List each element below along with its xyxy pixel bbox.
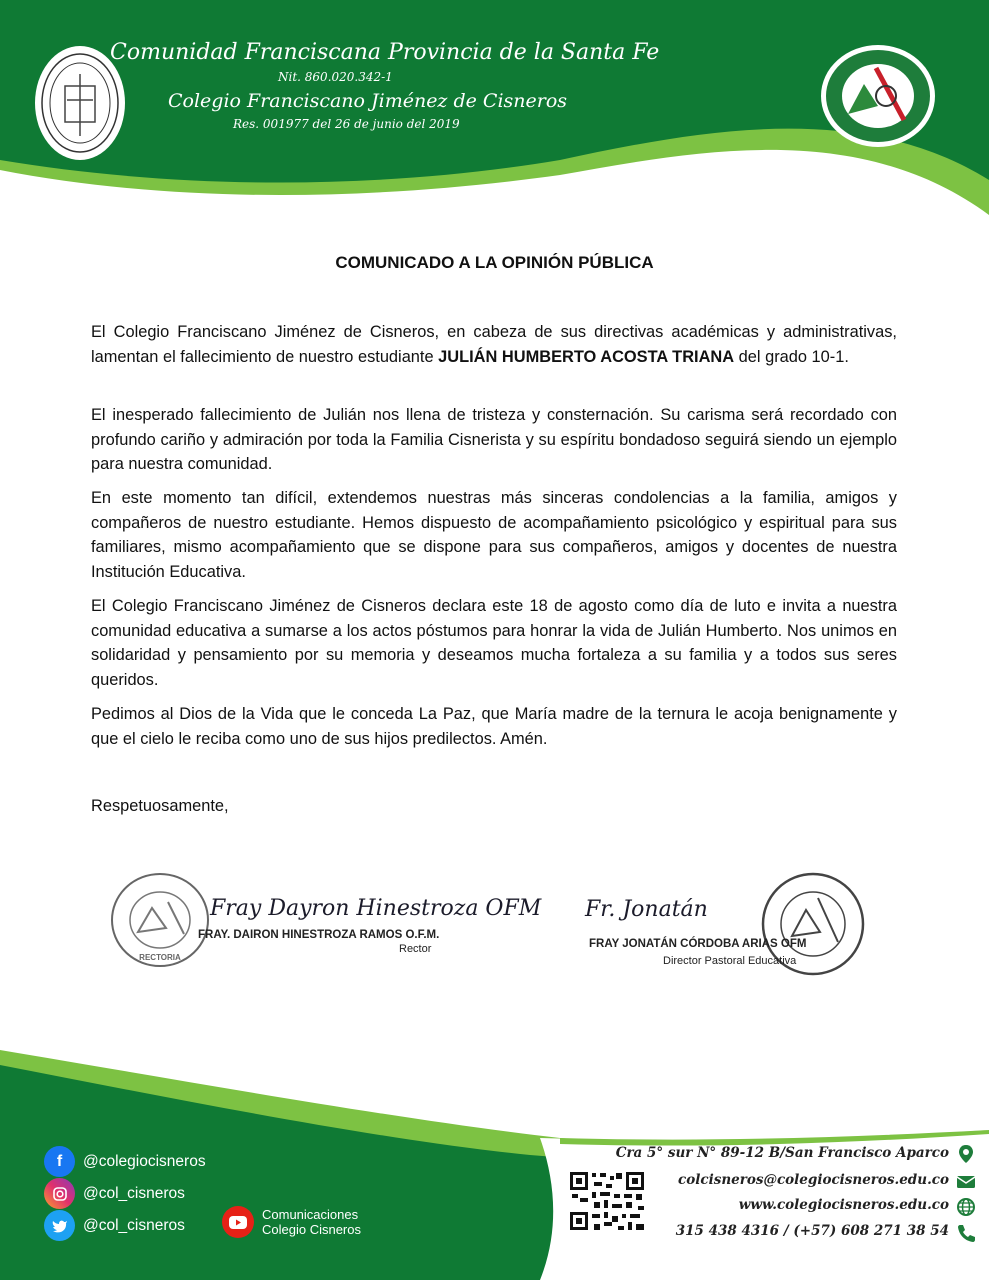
school-seal-logo	[820, 44, 936, 148]
pastoral-director-name: FRAY JONATÁN CÓRDOBA ARIAS OFM	[589, 938, 807, 950]
instagram-icon	[44, 1178, 75, 1209]
qr-code[interactable]	[568, 1170, 646, 1232]
school-name: Colegio Franciscano Jiménez de Cisneros	[168, 90, 568, 112]
location-pin-icon	[955, 1143, 977, 1165]
website-link[interactable]: www.colegiocisneros.edu.co	[738, 1197, 949, 1213]
franciscan-seal-logo	[33, 44, 127, 162]
youtube-line-2: Colegio Cisneros	[262, 1222, 361, 1237]
closing-salutation: Respetuosamente,	[91, 797, 229, 815]
social-twitter[interactable]	[44, 1210, 185, 1241]
student-name: JULIÁN HUMBERTO ACOSTA TRIANA	[438, 347, 735, 366]
phone-icon	[955, 1222, 977, 1244]
paragraph-1-text-a: El Colegio Franciscano Jiménez de Cisneros, en cabeza de sus directivas académicas y administrativas, lamentan el fallecimiento de nuestro estudiante	[91, 323, 897, 366]
paragraph-2: El inesperado fallecimiento de Julián nos llena de tristeza y consternación. Su carisma será recordado con profundo cariño y admiración por toda la Familia Cisnerista y su espíritu bondadoso seguirá siendo un ejemplo para nuestra comunidad.	[91, 406, 897, 473]
paragraph-1-text-b: del grado 10-1.	[734, 347, 849, 366]
rector-stamp-label: RECTORIA	[139, 953, 181, 962]
email-link[interactable]: colcisneros@colegiocisneros.edu.co	[678, 1172, 949, 1188]
rector-handwritten-signature: Fray Dayron Hinestroza OFM	[210, 896, 542, 921]
instagram-handle: @col_cisneros	[83, 1184, 185, 1202]
phone-text: 315 438 4316 / (+57) 608 271 38 54	[675, 1223, 949, 1239]
paragraph-3: En este momento tan difícil, extendemos nuestras más sinceras condolencias a la familia, amigos y compañeros de nuestro estudiante. Hemos dispuesto de acompañamiento psicológico y espiritual para sus familiares, mismo acompañamiento que se dispone para sus compañeros, amigos y docentes de nuestra Institución Educativa.	[91, 489, 897, 581]
resolution-text: Res. 001977 del 26 de junio del 2019	[233, 117, 460, 131]
pastoral-handwritten-signature: Fr. Jonatán	[585, 897, 708, 922]
address-text: Cra 5° sur N° 89-12 B/San Francisco Aparco	[615, 1145, 949, 1161]
pastoral-director-role: Director Pastoral Educativa	[663, 955, 797, 967]
twitter-handle: @col_cisneros	[83, 1216, 185, 1234]
rector-role: Rector	[399, 943, 432, 955]
organization-name: Comunidad Franciscana Provincia de la Santa Fe	[110, 40, 660, 65]
paragraph-1	[91, 320, 897, 369]
youtube-line-1: Comunicaciones	[262, 1207, 359, 1222]
document-title: COMUNICADO A LA OPINIÓN PÚBLICA	[335, 253, 654, 272]
twitter-icon	[44, 1210, 75, 1241]
email-icon	[955, 1171, 977, 1193]
social-facebook[interactable]	[44, 1146, 206, 1177]
globe-icon	[955, 1196, 977, 1218]
paragraph-4: El Colegio Franciscano Jiménez de Cisneros declara este 18 de agosto como día de luto e invita a nuestra comunidad educativa a sumarse a los actos póstumos para honrar la vida de Julián Humberto. Nos unimos en solidaridad y pensamiento por su memoria y deseamos mucha fortaleza a su familia y a todos sus seres queridos.	[91, 597, 897, 689]
facebook-handle: @colegiocisneros	[83, 1152, 206, 1170]
social-youtube[interactable]	[222, 1206, 361, 1238]
youtube-icon	[222, 1206, 254, 1238]
paragraph-5: Pedimos al Dios de la Vida que le conceda La Paz, que María madre de la ternura le acoja benignamente y que el cielo le reciba como uno de sus hijos predilectos. Amén.	[91, 705, 897, 748]
rector-stamp	[108, 870, 212, 970]
social-instagram[interactable]	[44, 1178, 185, 1209]
nit-number: Nit. 860.020.342-1	[278, 70, 393, 84]
rector-name: FRAY. DAIRON HINESTROZA RAMOS O.F.M.	[198, 929, 440, 941]
facebook-icon: f	[44, 1146, 75, 1177]
youtube-channel	[262, 1207, 361, 1237]
